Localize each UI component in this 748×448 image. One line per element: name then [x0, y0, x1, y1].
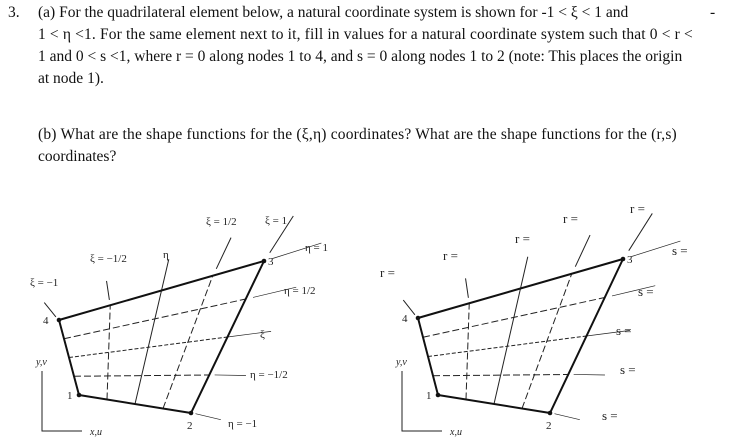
right-node-dot: [416, 316, 421, 321]
left-node-dot: [262, 259, 267, 264]
part-a-line: 1 < η <1. For the same element next to it, fill in values for a natural coordinate system such that 0 < r <: [38, 26, 693, 43]
right-figure: [380, 201, 688, 438]
right-axis-y-label: y,v: [396, 357, 407, 368]
part-b-line: coordinates?: [38, 148, 117, 165]
left-node-label: 2: [187, 420, 193, 432]
left-side-label: η = 1/2: [284, 285, 316, 297]
left-node-label: 1: [67, 390, 73, 402]
right-axis-x-label: x,u: [450, 427, 462, 438]
left-eta-leader: [195, 414, 220, 420]
left-figure: [30, 215, 328, 438]
right-top-label: r =: [380, 265, 395, 280]
left-side-label: η = −1/2: [250, 369, 288, 381]
right-node-label: 1: [426, 390, 432, 402]
right-eta-leader: [554, 414, 579, 420]
left-top-label: ξ = 1: [265, 215, 288, 227]
stray-mark: -: [710, 4, 716, 21]
left-node-label: 3: [268, 256, 274, 268]
left-node-dot: [77, 393, 82, 398]
right-top-label: r =: [443, 248, 458, 263]
left-eta-line: [69, 337, 228, 358]
left-side-label: ξ: [260, 329, 265, 341]
right-side-label: s =: [638, 284, 654, 299]
right-node-dot: [548, 411, 553, 416]
left-axis-y-label: y,v: [36, 357, 47, 368]
right-top-label: r =: [563, 211, 578, 226]
left-xi-leader: [107, 281, 110, 300]
right-xi-leader: [575, 235, 590, 267]
right-xi-leader: [629, 213, 653, 250]
left-top-label: ξ = −1/2: [90, 253, 127, 265]
right-eta-leader: [574, 374, 605, 375]
right-node-label: 2: [546, 420, 552, 432]
left-node-label: 4: [43, 315, 49, 327]
left-axis-x-label: x,u: [90, 427, 102, 438]
part-a-line: 1 and 0 < s <1, where r = 0 along nodes 1 to 4, and s = 0 along nodes 1 to 2 (note: This places the origin: [38, 48, 683, 65]
right-xi-leader: [521, 257, 528, 289]
right-axes: [402, 371, 442, 431]
left-top-label: ξ = 1/2: [206, 216, 237, 228]
left-side-label: η = 1: [305, 242, 328, 254]
part-b-line: (b) What are the shape functions for the (ξ,η) coordinates? What are the shape functions for the (r,s): [38, 126, 677, 143]
left-node-dot: [57, 318, 62, 323]
right-eta-line: [428, 336, 587, 357]
left-xi-leader: [216, 238, 231, 269]
right-xi-line: [522, 274, 572, 409]
right-node-dot: [436, 393, 441, 398]
right-element-outline: [418, 259, 623, 413]
right-top-label: r =: [630, 201, 645, 216]
right-top-label: r =: [515, 231, 530, 246]
left-xi-line: [163, 276, 213, 409]
right-side-label: s =: [616, 323, 632, 338]
right-node-label: 4: [402, 313, 408, 325]
right-node-label: 3: [627, 254, 633, 266]
right-side-label: s =: [672, 243, 688, 258]
left-element-outline: [59, 261, 264, 413]
right-side-label: s =: [602, 408, 618, 423]
left-top-label: ξ = −1: [30, 277, 59, 289]
right-xi-leader: [466, 278, 469, 297]
part-a-line: (a) For the quadrilateral element below, a natural coordinate system is shown for -1 < ξ < 1 and: [38, 4, 629, 21]
left-xi-leader: [162, 259, 169, 290]
right-node-dot: [621, 257, 626, 262]
part-a-line: at node 1).: [38, 70, 104, 87]
left-top-label: η: [163, 249, 169, 261]
left-node-dot: [189, 411, 194, 416]
left-eta-line: [64, 299, 246, 339]
right-side-label: s =: [620, 362, 636, 377]
left-eta-leader: [215, 375, 246, 376]
left-side-label: η = −1: [228, 418, 258, 430]
right-eta-line: [423, 298, 605, 338]
question-number: 3.: [8, 4, 20, 21]
